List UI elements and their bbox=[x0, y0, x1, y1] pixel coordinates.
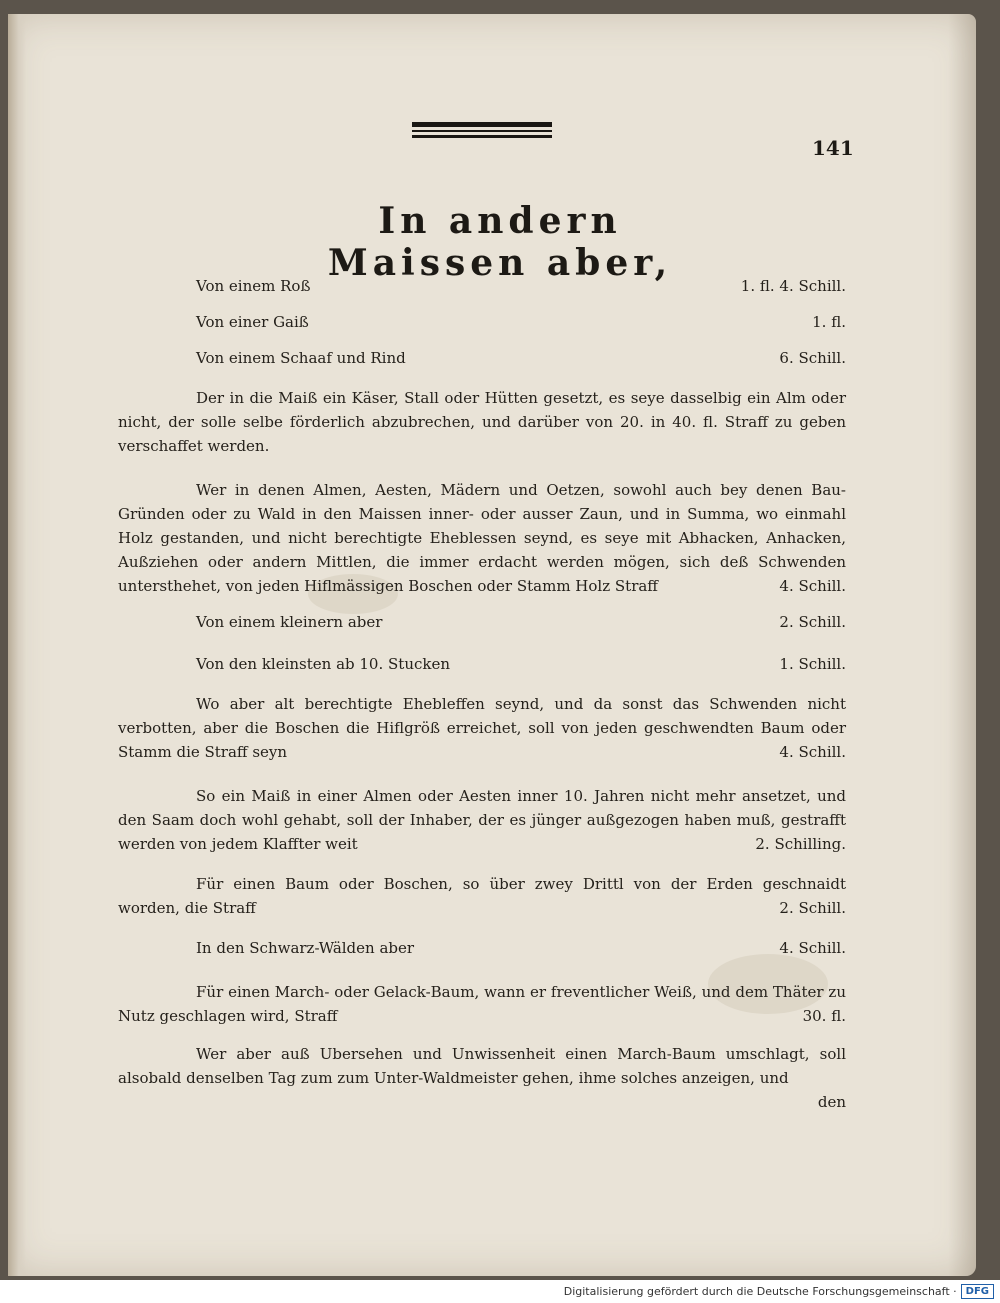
paragraph-text: Wer in denen Almen, Aesten, Mädern und Oetzen, sowohl auch bey denen Bau-Gründen oder zu Wald in den Maissen inner- oder ausser Zaun, und in Summa, wo einmahl Holz gestanden, und nicht berechtigte Eheblessen seynd, es seye mit Abhacken, Anhacken, Außziehen oder andern Mittlen, die immer erdacht werden mögen, sich deß Schwenden untersthehet, von jeden Hiflmässigen Boschen oder Stamm Holz Straff bbox=[118, 481, 846, 595]
fine-entry-amount: 6. Schill. bbox=[779, 349, 846, 367]
fine-entry bbox=[118, 274, 846, 298]
digitization-footer bbox=[0, 1280, 1000, 1303]
fine-entry-label: Von einem kleinern aber bbox=[196, 613, 383, 631]
paragraph-amount: 2. Schill. bbox=[779, 899, 846, 917]
fine-entry bbox=[118, 610, 846, 634]
fine-entry-amount: 2. Schill. bbox=[779, 613, 846, 631]
paragraph-amount: 30. fl. bbox=[802, 1007, 846, 1025]
fine-entry bbox=[118, 652, 846, 676]
paragraph bbox=[118, 872, 846, 920]
page-binding bbox=[8, 14, 26, 1276]
fine-entry-label: Von einem Schaaf und Rind bbox=[196, 349, 406, 367]
paragraph-amount: 2. Schilling. bbox=[755, 835, 846, 853]
paragraph-text: Der in die Maiß ein Käser, Stall oder Hütten gesetzt, es seye dasselbig ein Alm oder nicht, der solle selbe förderlich abzubrechen, und darüber von 20. in 40. fl. Straff zu geben verschaffet werden. bbox=[118, 389, 846, 455]
paragraph bbox=[118, 692, 846, 764]
paragraph-text: Für einen March- oder Gelack-Baum, wann er freventlicher Weiß, und dem Thäter zu Nutz geschlagen wird, Straff bbox=[118, 983, 846, 1025]
fine-entry-label: Von einem Roß bbox=[196, 277, 311, 295]
paragraph bbox=[118, 1042, 846, 1090]
header-ornament-rule bbox=[412, 122, 552, 138]
paragraph-amount: 4. Schill. bbox=[779, 743, 846, 761]
entry-list-1 bbox=[118, 274, 846, 370]
paragraph bbox=[118, 478, 846, 598]
paragraph-text: Wo aber alt berechtigte Ehebleffen seynd, und da sonst das Schwenden nicht verbotten, aber die Boschen die Hiflgröß erreichet, soll von jeden geschwendten Baum oder Stamm die Straff seyn bbox=[118, 695, 846, 761]
entry-list-3 bbox=[118, 936, 846, 960]
paragraph bbox=[118, 386, 846, 458]
entry-list-2 bbox=[118, 610, 846, 676]
fine-entry-label: In den Schwarz-Wälden aber bbox=[196, 939, 415, 957]
footer-text: Digitalisierung gefördert durch die Deutsche Forschungsgemeinschaft · bbox=[563, 1285, 957, 1298]
paragraph bbox=[118, 784, 846, 856]
fine-entry bbox=[118, 310, 846, 334]
dfg-logo-icon: DFG bbox=[961, 1284, 994, 1299]
paragraph-text: So ein Maiß in einer Almen oder Aesten inner 10. Jahren nicht mehr ansetzet, und den Saam doch wohl gehabt, soll der Inhaber, der es jünger außgezogen haben muß, gestrafft werden von jedem Klaffter weit bbox=[118, 787, 846, 853]
fine-entry-amount: 1. Schill. bbox=[779, 655, 846, 673]
catchword: den bbox=[817, 1093, 846, 1111]
fine-entry-amount: 1. fl. 4. Schill. bbox=[740, 277, 846, 295]
page-heading: In andern Maissen aber, bbox=[327, 200, 673, 284]
fine-entry-label: Von einer Gaiß bbox=[196, 313, 309, 331]
fine-entry bbox=[118, 346, 846, 370]
paragraph-text: Wer aber auß Ubersehen und Unwissenheit einen March-Baum umschlagt, soll alsobald denselben Tag zum zum Unter-Waldmeister gehen, ihme solches anzeigen, und bbox=[118, 1045, 846, 1087]
fine-entry-amount: 1. fl. bbox=[812, 313, 846, 331]
page-number: 141 bbox=[812, 136, 854, 160]
paragraph-text: Für einen Baum oder Boschen, so über zwey Drittl von der Erden geschnaidt worden, die Straff bbox=[118, 875, 846, 917]
page-edge-shadow bbox=[948, 14, 976, 1276]
paragraph bbox=[118, 980, 846, 1028]
paragraph-amount: 4. Schill. bbox=[779, 577, 846, 595]
fine-entry bbox=[118, 936, 846, 960]
fine-entry-label: Von den kleinsten ab 10. Stucken bbox=[196, 655, 451, 673]
fine-entry-amount: 4. Schill. bbox=[779, 939, 846, 957]
